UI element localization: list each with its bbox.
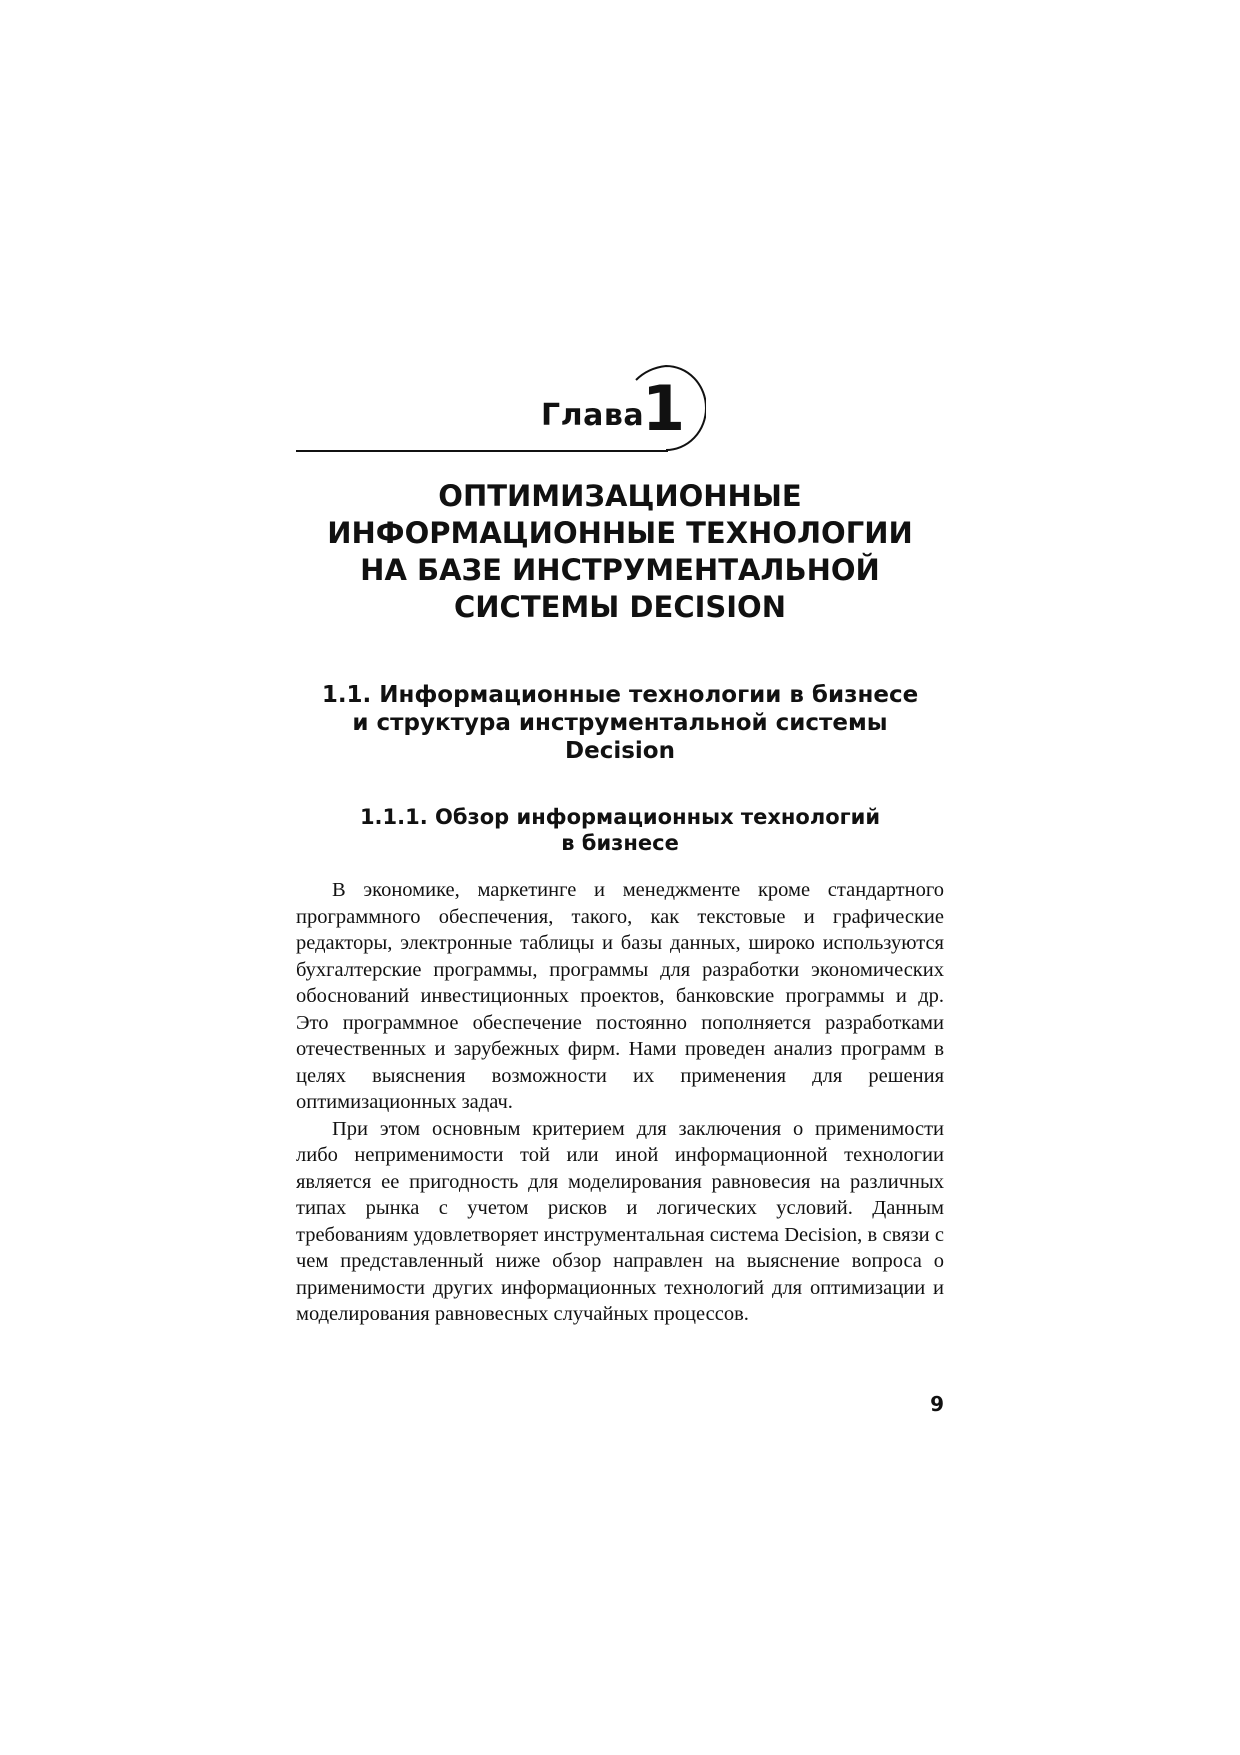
chapter-label: Глава [541,398,645,433]
section-heading-line: и структура инструментальной системы [352,710,888,736]
paragraph: При этом основным критерием для заключения о применимости либо неприменимости той или иной информационной технологии является ее пригодность для моделирования равновесия на различных типах рынка с учетом рисков и логических условий. Данным требованиям удовлетворяет инструментальная система Decision, в связи с чем представленный ниже обзор направлен на выяснение вопроса о применимости других информационных технологий для оптимизации и моделирования равновесных случайных процессов. [296,1117,944,1325]
body-text [296,877,944,1328]
subsection-heading-line: в бизнесе [561,831,679,855]
section-heading-line: 1.1. Информационные технологии в бизнесе [321,682,919,708]
section-heading [296,681,944,765]
subsection-heading [296,804,944,856]
chapter-header [296,362,706,454]
chapter-title-line: СИСТЕМЫ DECISION [454,590,786,624]
chapter-title-line: ОПТИМИЗАЦИОННЫЕ [438,479,802,513]
page-number: 9 [930,1392,944,1416]
subsection-heading-line: 1.1.1. Обзор информационных технологий [359,805,881,829]
chapter-title-line: ИНФОРМАЦИОННЫЕ ТЕХНОЛОГИИ [327,516,913,550]
chapter-number: 1 [642,372,686,445]
chapter-title [296,478,944,626]
chapter-rule [296,450,668,452]
paragraph: В экономике, маркетинге и менеджменте кроме стандартного программного обеспечения, такого, как текстовые и графические редакторы, электронные таблицы и базы данных, широко используются бухгалтерские программы, программы для разработки экономических обоснований инвестиционных проектов, банковские программы и др. Это программное обеспечение постоянно пополняется разработками отечественных и зарубежных фирм. Нами проведен анализ программ в целях выяснения возможности их применения для решения оптимизационных задач. [296,879,944,1113]
section-heading-line: Decision [565,738,675,764]
chapter-title-line: НА БАЗЕ ИНСТРУМЕНТАЛЬНОЙ [360,553,880,587]
